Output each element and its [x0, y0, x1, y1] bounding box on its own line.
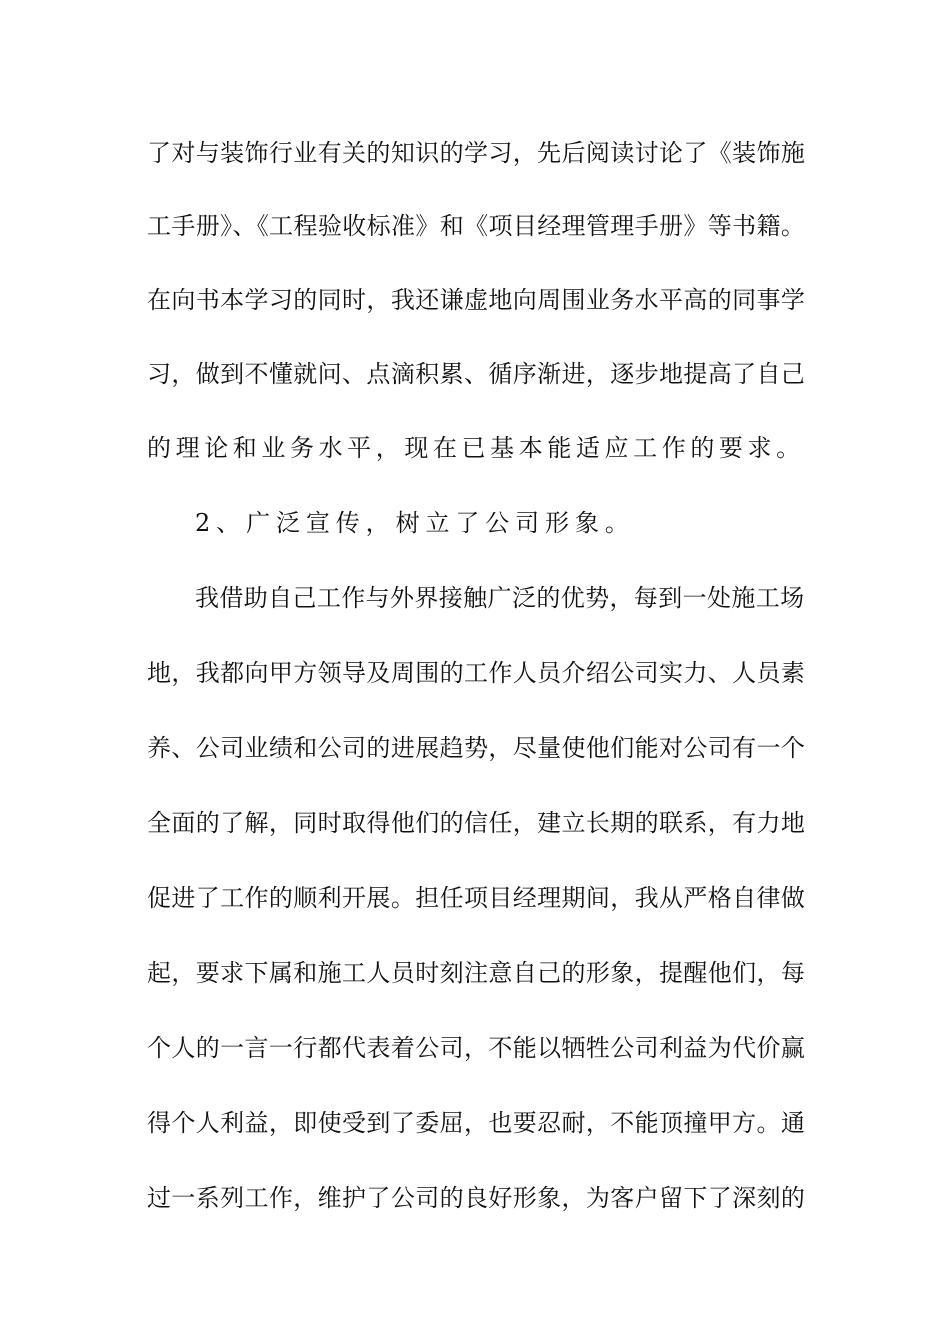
paragraph-line: 我借助自己工作与外界接触广泛的优势，每到一处施工场 [195, 584, 805, 612]
paragraph-line: 习，做到不懂就问、点滴积累、循序渐进，逐步地提高了自己 [147, 360, 806, 388]
paragraph-line: 促进了工作的顺利开展。担任项目经理期间，我从严格自律做 [147, 884, 806, 912]
paragraph-line: 过一系列工作，维护了公司的良好形象，为客户留下了深刻的 [147, 1184, 806, 1212]
paragraph-line: 起，要求下属和施工人员时刻注意自己的形象，提醒他们，每 [147, 959, 806, 987]
paragraph-line: 了对与装饰行业有关的知识的学习，先后阅读讨论了《装饰施 [147, 139, 806, 167]
paragraph-line: 个人的一言一行都代表着公司，不能以牺牲公司利益为代价赢 [147, 1034, 806, 1062]
paragraph-line: 地，我都向甲方领导及周围的工作人员介绍公司实力、人员素 [147, 659, 806, 687]
paragraph-line: 全面的了解，同时取得他们的信任，建立长期的联系，有力地 [147, 809, 806, 837]
paragraph-line: 在向书本学习的同时，我还谦虚地向周围业务水平高的同事学 [147, 286, 806, 314]
paragraph-line: 得个人利益，即使受到了委屈，也要忍耐，不能顶撞甲方。通 [147, 1109, 806, 1137]
section-heading: 2、广泛宣传，树立了公司形象。 [195, 509, 635, 537]
paragraph-line: 的理论和业务水平，现在已基本能适应工作的要求。 [147, 434, 805, 462]
paragraph-line: 工手册》、《工程验收标准》和《项目经理管理手册》等书籍。 [147, 212, 806, 240]
paragraph-line: 养、公司业绩和公司的进展趋势，尽量使他们能对公司有一个 [147, 734, 806, 762]
